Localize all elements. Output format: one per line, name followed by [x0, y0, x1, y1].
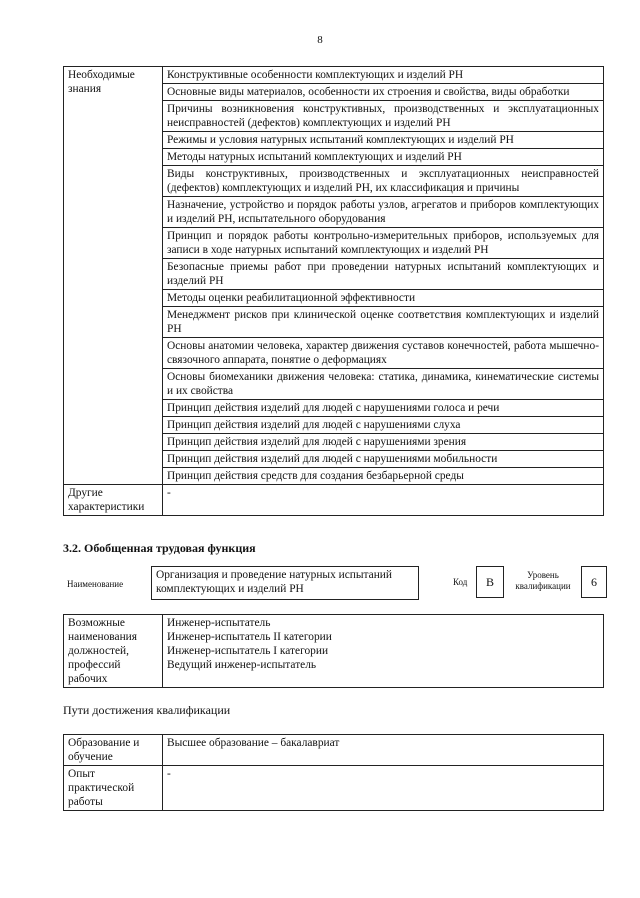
table-row [64, 485, 604, 516]
education-table [63, 734, 604, 811]
code-caption: Код [453, 577, 468, 587]
table-row [64, 67, 604, 84]
knowledge-item: Конструктивные особенности комплектующих и изделий РН [163, 67, 604, 84]
knowledge-item: Принцип действия изделий для людей с нарушениями зрения [163, 434, 604, 451]
name-caption: Наименование [67, 579, 124, 589]
knowledge-item: Принцип и порядок работы контрольно-измерительных приборов, используемых для записи в ходе натурных испытаний комплектующих и изделий РН [163, 228, 604, 259]
position-item: Ведущий инженер-испытатель [167, 659, 317, 671]
section-title: 3.2. Обобщенная трудовая функция [63, 541, 256, 555]
position-item: Инженер-испытатель [167, 617, 271, 629]
knowledge-item: Назначение, устройство и порядок работы узлов, агрегатов и приборов комплектующих и изделий РН, испытательного оборудования [163, 197, 604, 228]
knowledge-item: Принцип действия изделий для людей с нарушениями мобильности [163, 451, 604, 468]
qualification-paths-title: Пути достижения квалификации [63, 703, 231, 717]
knowledge-item: Принцип действия изделий для людей с нарушениями слуха [163, 417, 604, 434]
position-item: Инженер-испытатель I категории [167, 645, 329, 657]
knowledge-item: Основные виды материалов, особенности их строения и свойства, виды обработки [163, 84, 604, 101]
knowledge-item: Методы натурных испытаний комплектующих и изделий РН [163, 149, 604, 166]
education-label: Образование и обучение [64, 735, 163, 766]
required-knowledge-table [63, 66, 604, 516]
table-row [64, 766, 604, 811]
other-characteristics-label: Другие характеристики [64, 485, 163, 516]
page-number: 8 [317, 34, 323, 46]
knowledge-item: Принцип действия средств для создания безбарьерной среды [163, 468, 604, 485]
knowledge-item: Безопасные приемы работ при проведении натурных испытаний комплектующих и изделий РН [163, 259, 604, 290]
knowledge-item: Методы оценки реабилитационной эффективности [163, 290, 604, 307]
level-caption-line-1: Уровень [527, 570, 559, 580]
positions-table [63, 614, 604, 688]
generalized-function-header [63, 566, 608, 604]
table-row [64, 735, 604, 766]
positions-label: Возможные наименования должностей, профессий рабочих [64, 615, 163, 688]
knowledge-item: Режимы и условия натурных испытаний комплектующих и изделий РН [163, 132, 604, 149]
positions-list [163, 615, 604, 688]
qualification-level-caption [508, 570, 578, 592]
knowledge-item: Основы биомеханики движения человека: статика, динамика, кинематические системы и их свойства [163, 369, 604, 400]
knowledge-item: Виды конструктивных, производственных и эксплуатационных неисправностей (дефектов) комплектующих и изделий РН, их классификация и причины [163, 166, 604, 197]
required-knowledge-label: Необходимые знания [64, 67, 163, 485]
experience-label: Опыт практической работы [64, 766, 163, 811]
table-row [64, 615, 604, 688]
knowledge-item: Основы анатомии человека, характер движения суставов конечностей, работа мышечно-связочного аппарата, понятие о деформациях [163, 338, 604, 369]
position-item: Инженер-испытатель II категории [167, 631, 332, 643]
knowledge-item: Причины возникновения конструктивных, производственных и эксплуатационных неисправностей (дефектов) комплектующих и изделий РН [163, 101, 604, 132]
education-value: Высшее образование – бакалавриат [163, 735, 604, 766]
experience-value: - [163, 766, 604, 811]
other-characteristics-value: - [163, 485, 604, 516]
function-name-box: Организация и проведение натурных испытаний комплектующих и изделий РН [151, 566, 419, 600]
function-code-box: B [476, 566, 504, 598]
knowledge-item: Принцип действия изделий для людей с нарушениями голоса и речи [163, 400, 604, 417]
level-caption-line-2: квалификации [515, 581, 571, 591]
knowledge-item: Менеджмент рисков при клинической оценке соответствия комплектующих и изделий РН [163, 307, 604, 338]
qualification-level-box: 6 [581, 566, 607, 598]
